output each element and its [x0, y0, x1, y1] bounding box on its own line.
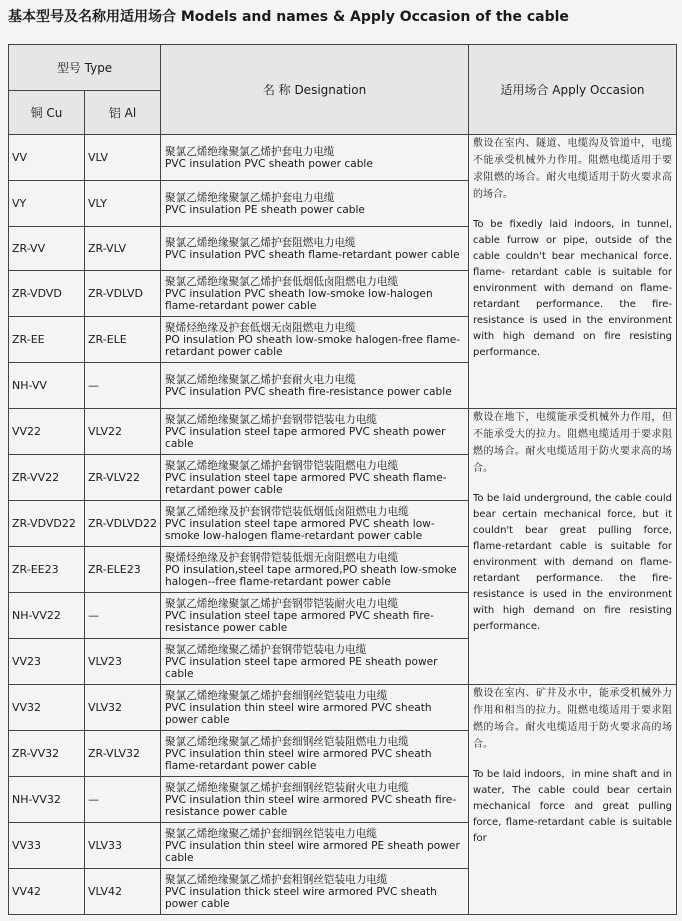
occasion-cell — [469, 135, 677, 409]
model-al: VLV — [85, 135, 161, 181]
designation-en: PVC insulation steel tape armored PVC sheath fire-resistance power cable — [165, 609, 434, 634]
designation-en: PVC insulation PVC sheath power cable — [165, 157, 373, 170]
model-cu: ZR-VV22 — [9, 455, 85, 501]
designation-en: PO insulation PO sheath low-smoke halogen-free flame-retardant power cable — [165, 333, 461, 358]
page-title: 基本型号及名称用适用场合 Models and names & Apply Occasion of the cable — [8, 9, 569, 25]
header-cu: 铜 Cu — [9, 91, 85, 135]
model-cu: NH-VV32 — [9, 777, 85, 823]
designation-en: PO insulation,steel tape armored,PO sheath low-smoke halogen--free flame-retardant power cable — [165, 563, 457, 588]
designation-zh: 聚氯乙烯绝缘聚氯乙烯护套粗钢丝铠装电力电缆 — [165, 873, 388, 886]
designation-zh: 聚氯乙烯绝缘聚氯乙烯护套电力电缆 — [165, 145, 335, 158]
designation-zh: 聚氯乙烯绝缘聚氯乙烯护套细钢丝铠装耐火电力电缆 — [165, 781, 409, 794]
model-al: VLV23 — [85, 639, 161, 685]
occasion-en: To be laid underground, the cable could bear certain mechanical force, but it couldn't bear great pulling force, flame-retardant cable is suitable for environment with demand on flame-retardant performance. the fire-resistance is used in the environment with high demand on fire resisting performance. — [473, 493, 673, 632]
model-al: ZR-ELE23 — [85, 547, 161, 593]
model-cu: VV — [9, 135, 85, 181]
model-al: VLY — [85, 181, 161, 227]
designation-cell — [161, 869, 469, 915]
designation-cell — [161, 455, 469, 501]
model-al: VLV33 — [85, 823, 161, 869]
designation-cell — [161, 363, 469, 409]
designation-zh: 聚氯乙烯绝缘聚乙烯护套细钢丝铠装电力电缆 — [165, 827, 377, 840]
model-cu: VV22 — [9, 409, 85, 455]
model-al: ZR-VLV22 — [85, 455, 161, 501]
designation-cell — [161, 593, 469, 639]
designation-cell — [161, 639, 469, 685]
occasion-zh: 敷设在室内、矿井及水中，能承受机械外力作用和相当的拉力。阻燃电缆适用于要求阻燃的场合。耐火电缆适用于防火要求高的场合。 — [473, 688, 673, 750]
designation-zh: 聚烯烃绝缘及护套钢带铠装低烟无卤阻燃电力电缆 — [165, 551, 399, 564]
model-al: — — [85, 363, 161, 409]
model-al: VLV42 — [85, 869, 161, 915]
model-cu: VV32 — [9, 685, 85, 731]
designation-cell — [161, 409, 469, 455]
designation-en: PVC insulation thin steel wire armored PE sheath power cable — [165, 839, 460, 864]
model-cu: VV42 — [9, 869, 85, 915]
model-cu: VV33 — [9, 823, 85, 869]
model-al: ZR-VLV32 — [85, 731, 161, 777]
header-type: 型号 Type — [9, 45, 161, 91]
designation-cell — [161, 731, 469, 777]
designation-en: PVC insulation PVC sheath low-smoke low-halogen flame-retardant power cable — [165, 287, 433, 312]
model-cu: VY — [9, 181, 85, 227]
occasion-zh: 敷设在室内、隧道、电缆沟及管道中，电缆不能承受机械外力作用。阻燃电缆适用于要求阻燃的场合。耐火电缆适用于防火要求高的场合。 — [473, 138, 673, 200]
model-al: — — [85, 777, 161, 823]
designation-cell — [161, 227, 469, 271]
designation-en: PVC insulation steel tape armored PVC sheath flame-retardant power cable — [165, 471, 447, 496]
occasion-cell — [469, 685, 677, 915]
designation-en: PVC insulation thin steel wire armored PVC sheath fire-resistance power cable — [165, 793, 457, 818]
model-cu: ZR-VDVD22 — [9, 501, 85, 547]
designation-cell — [161, 685, 469, 731]
header-al: 铝 Al — [85, 91, 161, 135]
designation-en: PVC insulation steel tape armored PVC sheath power cable — [165, 425, 446, 450]
designation-zh: 聚氯乙烯绝缘聚氯乙烯护套细钢丝铠装阻燃电力电缆 — [165, 735, 409, 748]
designation-zh: 聚氯乙烯绝缘聚氯乙烯护套耐火电力电缆 — [165, 373, 356, 386]
designation-zh: 聚氯乙烯绝缘聚氯乙烯护套钢带铠装电力电缆 — [165, 413, 377, 426]
header-occasion: 适用场合 Apply Occasion — [469, 45, 677, 135]
designation-en: PVC insulation thin steel wire armored PVC sheath power cable — [165, 701, 432, 726]
model-cu: ZR-VDVD — [9, 271, 85, 317]
occasion-zh: 敷设在地下，电缆能承受机械外力作用，但不能承受大的拉力。阻燃电缆适用于要求阻燃的场合。耐火电缆适用于防火要求高的场合。 — [473, 412, 673, 474]
designation-zh: 聚氯乙烯绝缘聚氯乙烯护套钢带铠装耐火电力电缆 — [165, 597, 399, 610]
designation-cell — [161, 777, 469, 823]
designation-zh: 聚氯乙烯绝缘聚氯乙烯护套钢带铠装阻燃电力电缆 — [165, 459, 399, 472]
designation-en: PVC insulation PVC sheath flame-retardant power cable — [165, 248, 460, 261]
model-al: ZR-VDLVD22 — [85, 501, 161, 547]
designation-cell — [161, 181, 469, 227]
designation-zh: 聚烯烃绝缘及护套低烟无卤阻燃电力电缆 — [165, 321, 356, 334]
designation-cell — [161, 317, 469, 363]
model-al: ZR-VDLVD — [85, 271, 161, 317]
model-cu: NH-VV22 — [9, 593, 85, 639]
designation-cell — [161, 271, 469, 317]
designation-en: PVC insulation PE sheath power cable — [165, 203, 365, 216]
model-al: — — [85, 593, 161, 639]
designation-en: PVC insulation steel tape armored PVC sheath low-smoke low-halogen flame-retardant power cable — [165, 517, 435, 542]
model-cu: NH-VV — [9, 363, 85, 409]
model-cu: ZR-VV32 — [9, 731, 85, 777]
designation-zh: 聚氯乙烯绝缘聚氯乙烯护套阻燃电力电缆 — [165, 236, 356, 249]
model-al: ZR-ELE — [85, 317, 161, 363]
designation-cell — [161, 823, 469, 869]
designation-zh: 聚氯乙烯绝缘聚乙烯护套钢带铠装电力电缆 — [165, 643, 367, 656]
designation-zh: 聚氯乙烯绝缘聚氯乙烯护套电力电缆 — [165, 191, 335, 204]
model-cu: VV23 — [9, 639, 85, 685]
designation-en: PVC insulation thick steel wire armored PVC sheath power cable — [165, 885, 437, 910]
designation-zh: 聚氯乙烯绝缘及护套钢带铠装低烟低卤阻燃电力电缆 — [165, 505, 409, 518]
table-row — [9, 409, 677, 455]
model-al: ZR-VLV — [85, 227, 161, 271]
designation-en: PVC insulation steel tape armored PE sheath power cable — [165, 655, 438, 680]
cable-models-table — [8, 44, 677, 915]
designation-zh: 聚氯乙烯绝缘聚氯乙烯护套低烟低卤阻燃电力电缆 — [165, 275, 399, 288]
model-cu: ZR-EE — [9, 317, 85, 363]
occasion-en: To be laid indoors，in mine shaft and in water, The cable could bear certain mechanical force and great pulling force, flame-retardant cable is suitable for — [473, 769, 673, 844]
designation-cell — [161, 547, 469, 593]
designation-cell — [161, 135, 469, 181]
designation-zh: 聚氯乙烯绝缘聚氯乙烯护套细钢丝铠装电力电缆 — [165, 689, 388, 702]
model-cu: ZR-EE23 — [9, 547, 85, 593]
designation-en: PVC insulation thin steel wire armored PVC sheath flame-retardant power cable — [165, 747, 432, 772]
model-al: VLV32 — [85, 685, 161, 731]
model-cu: ZR-VV — [9, 227, 85, 271]
occasion-en: To be fixedly laid indoors, in tunnel, cable furrow or pipe, outside of the cable couldn't bear mechanical force. flame- retardant cable is suitable for environment with demand on flame-retardant performance. the fire-resistance is used in the environment with high demand on fire resisting performance. — [473, 219, 673, 358]
header-designation: 名 称 Designation — [161, 45, 469, 135]
designation-cell — [161, 501, 469, 547]
table-row — [9, 135, 677, 181]
model-al: VLV22 — [85, 409, 161, 455]
occasion-cell — [469, 409, 677, 685]
table-row — [9, 685, 677, 731]
designation-en: PVC insulation PVC sheath fire-resistance power cable — [165, 385, 452, 398]
